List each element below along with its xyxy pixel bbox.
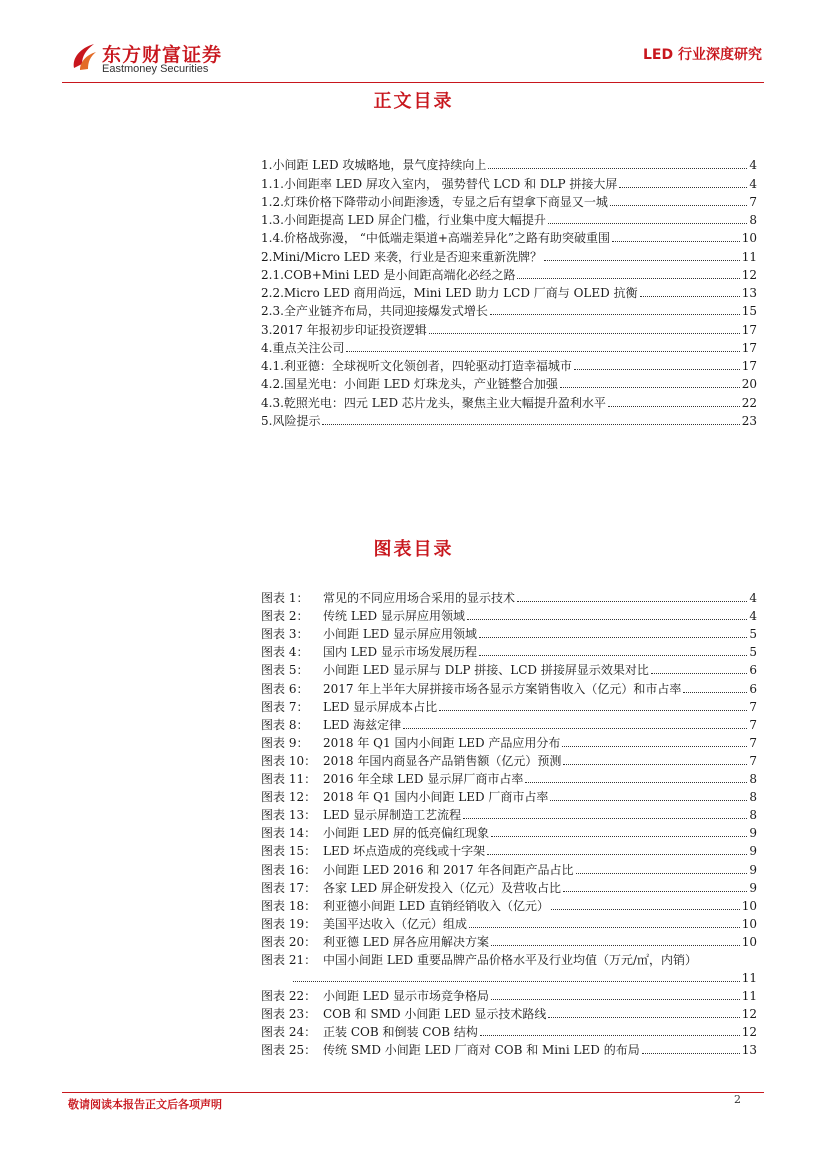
toc-entry-title: 2.Mini/Micro LED 来袭，行业是否迎来重新洗牌？	[261, 249, 542, 264]
toc-entry-page: 13	[741, 286, 757, 300]
figure-title: 小间距 LED 2016 和 2017 年各间距产品占比	[323, 862, 574, 877]
figure-entry[interactable]	[261, 786, 757, 804]
figure-entry[interactable]	[261, 659, 757, 677]
figure-entry[interactable]	[261, 605, 757, 623]
toc-entry[interactable]	[261, 318, 757, 336]
figure-label: 图表 3：	[261, 627, 309, 642]
figure-entry[interactable]	[261, 822, 757, 840]
toc-entry-title: 2.1.COB+Mini LED 是小间距高端化必经之路	[261, 267, 516, 282]
toc-entry[interactable]	[261, 245, 757, 263]
figure-entry[interactable]	[261, 931, 757, 949]
figure-page: 4	[749, 591, 757, 606]
toc-entry[interactable]	[261, 209, 757, 227]
company-logo	[62, 38, 262, 78]
figure-title: 利亚德小间距 LED 直销经销收入（亿元）	[323, 898, 549, 913]
figure-title: 2018 年 Q1 国内小间距 LED 厂商市占率	[323, 790, 549, 805]
toc-entry-page: 8	[749, 213, 757, 227]
toc-entry-page: 23	[741, 413, 757, 428]
dot-leader	[490, 314, 740, 315]
figure-entry[interactable]	[261, 985, 757, 1003]
figure-title: 常见的不同应用场合采用的显示技术	[323, 591, 516, 606]
toc-entry[interactable]	[261, 373, 757, 391]
toc-entry-page: 4	[749, 176, 757, 191]
figure-title: 各家 LED 屏企研发投入（亿元）及营收占比	[323, 880, 561, 895]
dot-leader	[612, 241, 740, 242]
dot-leader	[642, 1053, 740, 1054]
figure-title: 正装 COB 和倒装 COB 结构	[323, 1025, 478, 1040]
figure-label: 图表 16：	[261, 862, 317, 877]
logo-english-name: Eastmoney Securities	[102, 63, 209, 75]
figure-title: LED 显示屏制造工艺流程	[323, 808, 462, 823]
figure-page: 7	[749, 699, 757, 714]
figure-page: 10	[741, 934, 757, 949]
figure-label: 图表 2：	[261, 609, 309, 624]
toc-entry-page: 15	[741, 304, 757, 319]
figure-label: 图表 22：	[261, 989, 317, 1004]
toc-entry[interactable]	[261, 172, 757, 190]
figure-page: 10	[741, 916, 757, 931]
figure-title: 2018 年 Q1 国内小间距 LED 产品应用分布	[323, 735, 561, 750]
figure-entry[interactable]	[261, 768, 757, 786]
eastmoney-logo-icon	[70, 42, 98, 72]
dot-leader	[469, 927, 740, 928]
toc-entry-page: 17	[741, 340, 757, 355]
figure-label: 图表 5：	[261, 663, 309, 678]
figure-label: 图表 13：	[261, 808, 317, 823]
figures-title: 图表目录	[373, 539, 454, 560]
footer-divider	[62, 1092, 764, 1093]
figure-page: 12	[741, 1025, 757, 1040]
figure-label: 图表 12：	[261, 790, 317, 805]
figure-page: 9	[749, 844, 757, 859]
figure-title: 中国小间距 LED 重要品牌产品价格水平及行业均值（万元/㎡，内销）	[323, 952, 698, 967]
figure-entry[interactable]	[261, 623, 757, 641]
list-of-figures	[261, 587, 757, 1057]
figure-entry[interactable]	[261, 1039, 757, 1057]
figure-entry[interactable]	[261, 750, 757, 768]
figure-entry[interactable]	[261, 949, 757, 967]
dot-leader	[491, 945, 740, 946]
dot-leader	[548, 223, 747, 224]
toc-entry-page: 11	[741, 249, 757, 264]
dot-leader	[517, 278, 739, 279]
dot-leader	[491, 999, 740, 1000]
figure-label: 图表 10：	[261, 753, 317, 768]
figure-entry[interactable]	[261, 840, 757, 858]
dot-leader	[562, 746, 747, 747]
figure-title: 小间距 LED 显示市场竞争格局	[323, 989, 489, 1004]
figure-label: 图表 11：	[261, 772, 317, 787]
toc-entry-title: 1.3.小间距提高 LED 屏企门槛，行业集中度大幅提升	[261, 213, 546, 227]
figure-label: 图表 21：	[261, 952, 317, 967]
toc-entry-title: 3.2017 年报初步印证投资逻辑	[261, 322, 427, 337]
figure-page: 11	[741, 971, 757, 986]
figure-page: 6	[749, 681, 757, 696]
figure-entry[interactable]	[261, 895, 757, 913]
report-type-label: LED 行业深度研究	[643, 47, 762, 63]
dot-leader	[563, 891, 747, 892]
toc-entry[interactable]	[261, 227, 757, 245]
dot-leader	[480, 1035, 740, 1036]
figure-entry[interactable]	[261, 696, 757, 714]
toc-title: 正文目录	[373, 91, 454, 112]
toc-entry[interactable]	[261, 391, 757, 409]
dot-leader	[293, 981, 740, 982]
dot-leader	[346, 351, 739, 352]
dot-leader	[544, 260, 740, 261]
toc-entry[interactable]	[261, 282, 757, 300]
toc-entry-title: 2.3.全产业链齐布局，共同迎接爆发式增长	[261, 304, 488, 319]
figure-entry[interactable]	[261, 804, 757, 822]
figure-label: 图表 7：	[261, 699, 309, 714]
figure-entry[interactable]	[261, 1021, 757, 1039]
toc-entry[interactable]	[261, 264, 757, 282]
page-header	[62, 38, 762, 84]
figure-page: 5	[749, 645, 757, 660]
figure-title: LED 海兹定律	[323, 717, 402, 732]
dot-leader	[491, 836, 747, 837]
dot-leader	[683, 692, 747, 693]
dot-leader	[651, 673, 748, 674]
figure-title: LED 显示屏成本占比	[323, 699, 438, 714]
figure-entry[interactable]	[261, 641, 757, 659]
dot-leader	[608, 406, 740, 407]
dot-leader	[487, 854, 747, 855]
dot-leader	[548, 1017, 739, 1018]
figure-title: 2016 年全球 LED 显示屏厂商市占率	[323, 772, 524, 787]
figure-page: 13	[741, 1043, 757, 1058]
figure-page: 9	[749, 826, 757, 841]
dot-leader	[640, 296, 740, 297]
dot-leader	[479, 637, 747, 638]
figure-entry[interactable]	[261, 732, 757, 750]
table-of-contents	[261, 154, 757, 428]
figure-label: 图表 25：	[261, 1043, 317, 1058]
figure-title: LED 坏点造成的亮线或十字架	[323, 844, 486, 859]
toc-entry-page: 7	[749, 194, 757, 209]
figure-title: 美国平达收入（亿元）组成	[323, 916, 468, 931]
figure-page: 7	[749, 735, 757, 750]
figure-entry[interactable]	[261, 587, 757, 605]
figure-title: 小间距 LED 显示屏应用领域	[323, 627, 477, 642]
toc-entry-page: 17	[741, 322, 757, 337]
dot-leader	[560, 387, 740, 388]
figure-label: 图表 19：	[261, 916, 317, 931]
dot-leader	[576, 873, 748, 874]
toc-entry-title: 1.2.灯珠价格下降带动小间距渗透，专显之后有望拿下商显又一城	[261, 194, 608, 209]
disclaimer-note: 敬请阅读本报告正文后各项声明	[68, 1098, 222, 1111]
figure-title: 小间距 LED 屏的低亮偏红现象	[323, 826, 489, 841]
toc-entry-title: 2.2.Micro LED 商用尚远，Mini LED 助力 LCD 厂商与 OLED 抗衡	[261, 286, 638, 300]
figure-label: 图表 6：	[261, 681, 309, 696]
figure-title: 传统 LED 显示屏应用领域	[323, 609, 465, 624]
toc-entry-page: 22	[741, 395, 757, 410]
figure-title: COB 和 SMD 小间距 LED 显示技术路线	[323, 1007, 547, 1022]
logo-chinese-name: 东方财富证券	[102, 44, 223, 66]
dot-leader	[551, 909, 740, 910]
figure-page: 10	[741, 898, 757, 913]
dot-leader	[467, 619, 747, 620]
toc-entry[interactable]	[261, 191, 757, 209]
figure-label: 图表 18：	[261, 898, 317, 913]
figure-entry-continuation[interactable]	[261, 967, 757, 985]
figure-label: 图表 17：	[261, 880, 317, 895]
toc-entry-page: 17	[741, 359, 757, 373]
dot-leader	[563, 764, 747, 765]
figure-page: 12	[741, 1007, 757, 1022]
figure-title: 利亚德 LED 屏各应用解决方案	[323, 934, 489, 949]
dot-leader	[488, 168, 747, 169]
figure-label: 图表 4：	[261, 645, 309, 660]
figure-page: 7	[749, 717, 757, 732]
dot-leader	[619, 187, 747, 188]
figure-page: 8	[749, 808, 757, 823]
figure-entry[interactable]	[261, 877, 757, 895]
figure-page: 7	[749, 753, 757, 768]
toc-entry-title: 4.2.国星光电：小间距 LED 灯珠龙头，产业链整合加强	[261, 377, 558, 392]
toc-entry-title: 1.4.价格战弥漫， “中低端走渠道+高端差异化”之路有助突破重围	[261, 231, 611, 246]
figure-label: 图表 14：	[261, 826, 317, 841]
figure-label: 图表 23：	[261, 1007, 317, 1022]
toc-entry-page: 12	[741, 267, 757, 282]
figure-page: 5	[749, 627, 757, 642]
figure-label: 图表 9：	[261, 735, 309, 750]
toc-entry[interactable]	[261, 154, 757, 172]
figure-page: 4	[749, 609, 757, 624]
figure-title: 2018 年国内商显各产品销售额（亿元）预测	[323, 753, 562, 768]
toc-entry-title: 5.风险提示	[261, 413, 321, 428]
figure-page: 11	[741, 989, 757, 1004]
figure-label: 图表 8：	[261, 717, 309, 732]
toc-entry-title: 4.3.乾照光电：四元 LED 芯片龙头，聚焦主业大幅提升盈利水平	[261, 395, 606, 410]
toc-entry[interactable]	[261, 300, 757, 318]
figure-page: 6	[749, 663, 757, 678]
figure-label: 图表 15：	[261, 844, 317, 859]
figure-entry[interactable]	[261, 913, 757, 931]
toc-entry[interactable]	[261, 355, 757, 373]
dot-leader	[550, 800, 747, 801]
dot-leader	[429, 333, 740, 334]
figure-title: 国内 LED 显示市场发展历程	[323, 645, 477, 660]
figure-label: 图表 20：	[261, 934, 317, 949]
figure-page: 8	[749, 772, 757, 787]
dot-leader	[525, 782, 747, 783]
dot-leader	[322, 424, 739, 425]
toc-entry-title: 1.1.小间距率 LED 屏攻入室内， 强势替代 LCD 和 DLP 拼接大屏	[261, 176, 618, 191]
figure-label: 图表 1：	[261, 591, 309, 606]
dot-leader	[403, 728, 747, 729]
toc-entry-title: 4.重点关注公司	[261, 340, 345, 355]
figure-title: 2017 年上半年大屏拼接市场各显示方案销售收入（亿元）和市占率	[323, 681, 682, 696]
figure-page: 8	[749, 790, 757, 805]
dot-leader	[439, 710, 747, 711]
figure-entry[interactable]	[261, 1003, 757, 1021]
dot-leader	[517, 601, 747, 602]
figure-entry[interactable]	[261, 677, 757, 695]
toc-entry[interactable]	[261, 337, 757, 355]
dot-leader	[574, 369, 740, 370]
dot-leader	[463, 818, 747, 819]
toc-entry-title: 4.1.利亚德：全球视听文化领创者，四轮驱动打造幸福城市	[261, 359, 572, 373]
dot-leader	[479, 655, 747, 656]
toc-entry-page: 10	[741, 231, 757, 246]
figure-entry[interactable]	[261, 858, 757, 876]
header-divider	[62, 82, 764, 83]
dot-leader	[610, 205, 747, 206]
figure-title: 传统 SMD 小间距 LED 厂商对 COB 和 Mini LED 的布局	[323, 1043, 640, 1058]
figure-label: 图表 24：	[261, 1025, 317, 1040]
toc-entry[interactable]	[261, 410, 757, 428]
page-number: 2	[734, 1093, 741, 1106]
figure-title: 小间距 LED 显示屏与 DLP 拼接、LCD 拼接屏显示效果对比	[323, 663, 649, 678]
figure-entry[interactable]	[261, 714, 757, 732]
figure-page: 9	[749, 880, 757, 895]
toc-entry-title: 1.小间距 LED 攻城略地，景气度持续向上	[261, 158, 487, 173]
toc-entry-page: 20	[741, 377, 757, 392]
figure-page: 9	[749, 862, 757, 877]
toc-entry-page: 4	[749, 158, 757, 173]
